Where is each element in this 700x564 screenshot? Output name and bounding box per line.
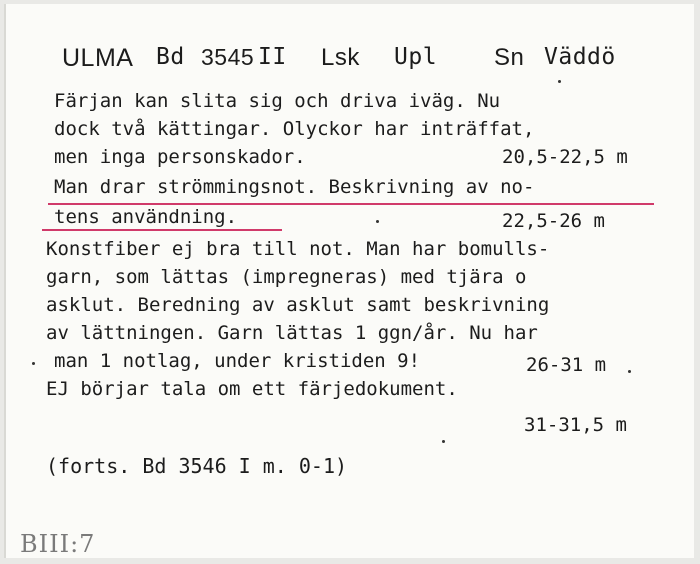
volume-prefix: Bd — [156, 44, 185, 70]
red-underline-2 — [42, 229, 282, 231]
text-line-11: EJ börjar tala om ett färjedokument. — [46, 378, 458, 400]
range-label-2: 22,5-26 m — [502, 210, 605, 232]
parish-name: Väddö — [544, 44, 616, 70]
handwritten-note: BIII:7 — [20, 530, 96, 558]
text-line-9: av lättningen. Garn lättas 1 ggn/år. Nu har — [46, 322, 538, 344]
range-label-3: 26-31 m — [526, 354, 607, 376]
province: Upl — [394, 44, 438, 70]
ink-speck — [32, 362, 35, 365]
volume-number: 3545 — [201, 44, 255, 70]
continuation-note: (forts. Bd 3546 I m. 0-1) — [46, 454, 348, 478]
text-line-10: man 1 notlag, under kristiden 9! — [54, 350, 421, 372]
text-line-3: men inga personskador. — [54, 146, 306, 168]
text-line-7: garn, som lättas (impregneras) med tjära o — [46, 266, 527, 288]
text-line-5: tens användning. — [54, 206, 238, 228]
ink-speck — [376, 220, 379, 223]
region-code: Lsk — [321, 44, 360, 71]
text-line-6: Konstfiber ej bra till not. Man har bomulls- — [46, 238, 550, 260]
ink-speck — [558, 80, 561, 83]
archive-card — [4, 4, 694, 558]
range-label-4: 31-31,5 m — [524, 414, 627, 436]
text-line-1: Färjan kan slita sig och driva iväg. Nu — [54, 90, 501, 112]
archive-code: ULMA — [62, 44, 134, 72]
text-line-2: dock två kättingar. Olyckor har inträffat, — [54, 118, 535, 140]
volume-part: II — [258, 44, 287, 70]
ink-speck — [442, 440, 445, 443]
range-label-1: 20,5-22,5 m — [502, 146, 628, 168]
text-line-8: asklut. Beredning av asklut samt beskrivning — [46, 294, 550, 316]
text-line-4: Man drar strömmingsnot. Beskrivning av no- — [54, 176, 535, 198]
red-underline-1 — [48, 203, 654, 205]
parish-label: Sn — [494, 44, 525, 71]
ink-speck — [628, 370, 631, 373]
